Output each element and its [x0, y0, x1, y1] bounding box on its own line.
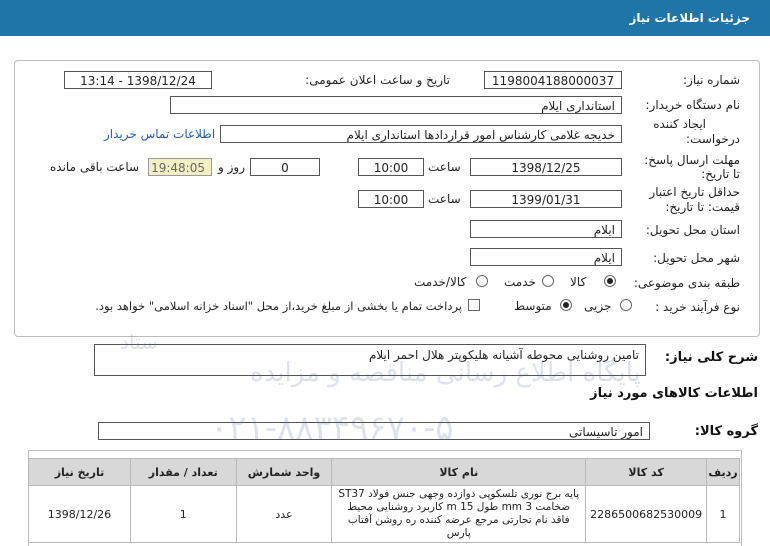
- reply-time-label: ساعت: [428, 160, 461, 174]
- goods-group-field[interactable]: امور تاسیساتی: [98, 422, 650, 440]
- days-label: روز و: [218, 160, 245, 174]
- city-label: شهر محل تحویل:: [653, 251, 740, 265]
- buyer-contact-link[interactable]: اطلاعات تماس خریدار: [104, 127, 216, 141]
- description-label: شرح کلی نیاز:: [664, 350, 758, 365]
- items-table-header: [29, 459, 740, 486]
- goods-group-label: گروه کالا:: [694, 424, 758, 439]
- description-field[interactable]: تامین روشنایی محوطه آشیانه هلیکوپتر هلال احمر ایلام: [94, 344, 646, 376]
- remaining-time-field: 19:48:05: [148, 158, 212, 176]
- watermark-brand: ستاد: [120, 330, 158, 354]
- cell-code: 2286500682530009: [586, 486, 707, 543]
- process-option-medium: متوسط: [514, 299, 552, 313]
- page-header: جزئیات اطلاعات نیاز: [0, 0, 770, 36]
- col-qty-header: تعداد / مقدار: [130, 459, 236, 486]
- col-date-header: تاریخ نیاز: [29, 459, 131, 486]
- col-unit-header: واحد شمارش: [236, 459, 332, 486]
- category-radio-goods-service[interactable]: [476, 275, 488, 287]
- category-radio-service[interactable]: [542, 275, 554, 287]
- reply-deadline-label-1: مهلت ارسال پاسخ:: [644, 153, 740, 167]
- province-field[interactable]: ایلام: [470, 220, 622, 238]
- cell-qty: 1: [130, 486, 236, 543]
- cell-row: 1: [707, 486, 740, 543]
- validity-date-field[interactable]: 1399/01/31: [470, 190, 622, 208]
- validity-label-2: قیمت: تا تاریخ:: [665, 200, 740, 214]
- category-radio-goods[interactable]: [604, 275, 616, 287]
- cell-unit: عدد: [236, 486, 332, 543]
- process-radio-minor[interactable]: [620, 299, 632, 311]
- creator-label-1: ایجاد کننده: [653, 117, 706, 131]
- items-table: [28, 458, 740, 543]
- need-number-label: شماره نیاز:: [683, 73, 740, 87]
- process-radio-medium[interactable]: [560, 299, 572, 311]
- col-name-header: نام کالا: [332, 459, 586, 486]
- announce-label: تاریخ و ساعت اعلان عمومی:: [305, 73, 450, 87]
- reply-deadline-label-2: تا تاریخ:: [701, 167, 740, 181]
- city-field[interactable]: ایلام: [470, 248, 622, 266]
- treasury-payment-note: پرداخت تمام یا بخشی از مبلغ خرید،از محل "اسناد خزانه اسلامی" خواهد بود.: [95, 299, 462, 313]
- remaining-label: ساعت باقی مانده: [50, 160, 140, 174]
- need-number-field[interactable]: 1198004188000037: [484, 71, 622, 89]
- announce-field[interactable]: 1398/12/24 - 13:14: [64, 71, 212, 89]
- col-row-header: ردیف: [707, 459, 740, 486]
- treasury-payment-checkbox[interactable]: [468, 299, 480, 311]
- reply-date-field[interactable]: 1398/12/25: [470, 158, 622, 176]
- category-option-goods-service: کالا/خدمت: [414, 275, 467, 289]
- creator-field[interactable]: خدیجه غلامی کارشناس امور قراردادها استانداری ایلام: [220, 125, 622, 143]
- goods-info-title: اطلاعات کالاهای مورد نیاز: [590, 386, 758, 401]
- creator-label-2: درخواست:: [686, 132, 740, 146]
- category-option-goods: کالا: [570, 275, 587, 289]
- reply-time-field[interactable]: 10:00: [358, 158, 424, 176]
- days-field[interactable]: 0: [250, 158, 320, 176]
- table-row[interactable]: [29, 486, 740, 543]
- col-code-header: کد کالا: [586, 459, 707, 486]
- buyer-field[interactable]: استانداری ایلام: [170, 96, 622, 114]
- process-label: نوع فرآیند خرید :: [655, 300, 740, 314]
- cell-date: 1398/12/26: [29, 486, 131, 543]
- validity-time-label: ساعت: [428, 192, 461, 206]
- process-option-minor: جزیی: [584, 299, 612, 313]
- validity-label-1: حداقل تاریخ اعتبار: [649, 185, 740, 199]
- province-label: استان محل تحویل:: [645, 223, 740, 237]
- buyer-label: نام دستگاه خریدار:: [645, 98, 740, 112]
- category-option-service: خدمت: [504, 275, 536, 289]
- validity-time-field[interactable]: 10:00: [358, 190, 424, 208]
- category-label: طبقه بندی موضوعی:: [633, 276, 740, 290]
- cell-name: پایه برج نوری تلسکوپی دوازده وجهی جنس فولاد ST37 ضخامت 3 mm طول 15 m کاربرد روشنایی محیط فاقد نام تجارتی مرجع عرضه کننده ره روشن آفتاب پارس: [332, 486, 586, 543]
